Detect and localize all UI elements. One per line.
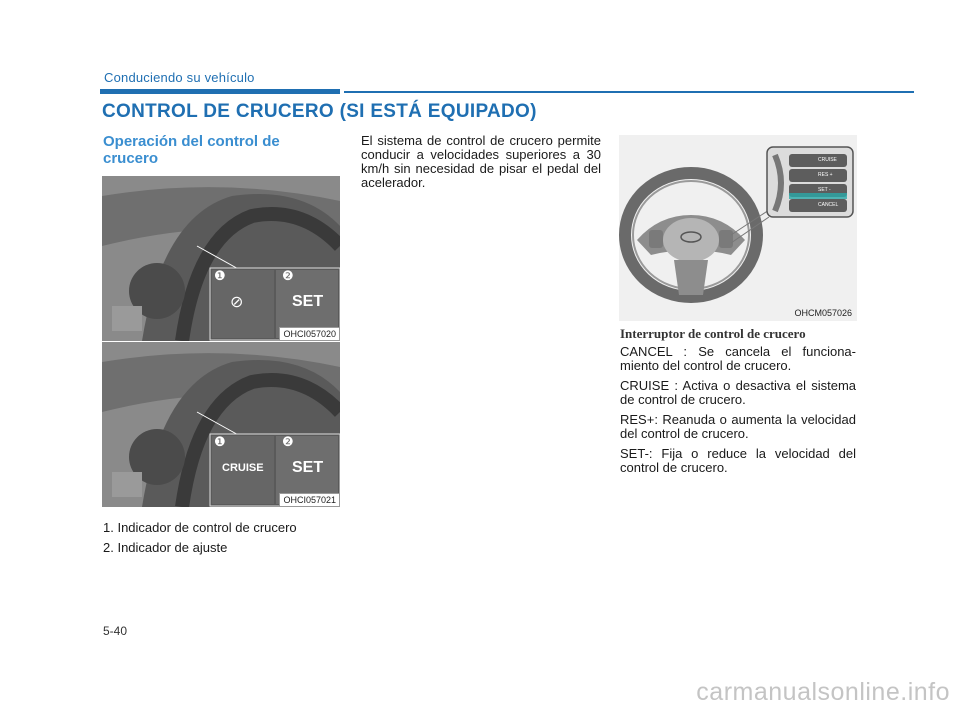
figure-b-cluster — [102, 342, 340, 507]
page-number: 5-40 — [103, 624, 128, 638]
subsection-title: Operación del control de crucero — [103, 133, 280, 167]
header-rule-thin — [344, 91, 914, 93]
set-indicator: SET — [292, 293, 324, 310]
section-title: CONTROL DE CRUCERO (SI ESTÁ EQUIPADO) — [102, 101, 537, 122]
cruise-indicator: CRUISE — [222, 462, 264, 474]
set-button: SET - — [818, 187, 831, 193]
badge-2: ❷ — [282, 268, 294, 283]
header-rule-thick — [100, 89, 340, 94]
steering-wheel-figure — [619, 135, 857, 321]
definition-set — [620, 447, 856, 475]
cruise-button: CRUISE — [818, 157, 837, 163]
cruise-indicator-icon: ⊘ — [230, 294, 244, 311]
chapter-title: Conduciendo su vehículo — [104, 70, 255, 85]
definition-cancel — [620, 345, 856, 373]
figure-code: OHCM057026 — [794, 308, 852, 318]
cluster-illustration — [102, 342, 340, 507]
definition-text: Se cancela el funciona-miento del control de crucero. — [620, 344, 856, 373]
badge-1: ❶ — [214, 268, 226, 283]
set-indicator: SET — [292, 459, 324, 476]
figure-code: OHCI057021 — [279, 493, 340, 507]
cancel-button: CANCEL — [818, 202, 839, 208]
figure-a-cluster — [102, 176, 340, 341]
definition-text: Reanuda o aumenta la velocidad del control de crucero. — [620, 412, 856, 441]
definition-term: CRUISE : — [620, 378, 683, 393]
cluster-illustration — [102, 176, 340, 341]
intro-paragraph: El sistema de control de crucero permite conducir a velocidades superiores a 30 km/h sin necesidad de pisar el pedal del acelerador. — [361, 133, 601, 190]
badge-2: ❷ — [282, 434, 294, 449]
switch-heading: Interruptor de control de crucero — [620, 326, 806, 341]
figure-code: OHCI057020 — [279, 327, 340, 341]
res-button: RES + — [818, 172, 833, 178]
definition-text: Activa o desactiva el sistema de control de crucero. — [620, 378, 856, 407]
watermark: carmanualsonline.info — [696, 678, 950, 706]
definition-text: Fija o reduce la velocidad del control de crucero. — [620, 446, 856, 475]
list-item: 2. Indicador de ajuste — [103, 540, 228, 555]
definition-term: RES+: — [620, 412, 663, 427]
indicator-list — [103, 518, 297, 558]
badge-1: ❶ — [214, 434, 226, 449]
list-item: 1. Indicador de control de crucero — [103, 520, 297, 535]
definition-cruise — [620, 379, 856, 407]
definition-list — [620, 345, 856, 481]
definition-term: SET-: — [620, 446, 662, 461]
definition-res — [620, 413, 856, 441]
definition-term: CANCEL : — [620, 344, 699, 359]
